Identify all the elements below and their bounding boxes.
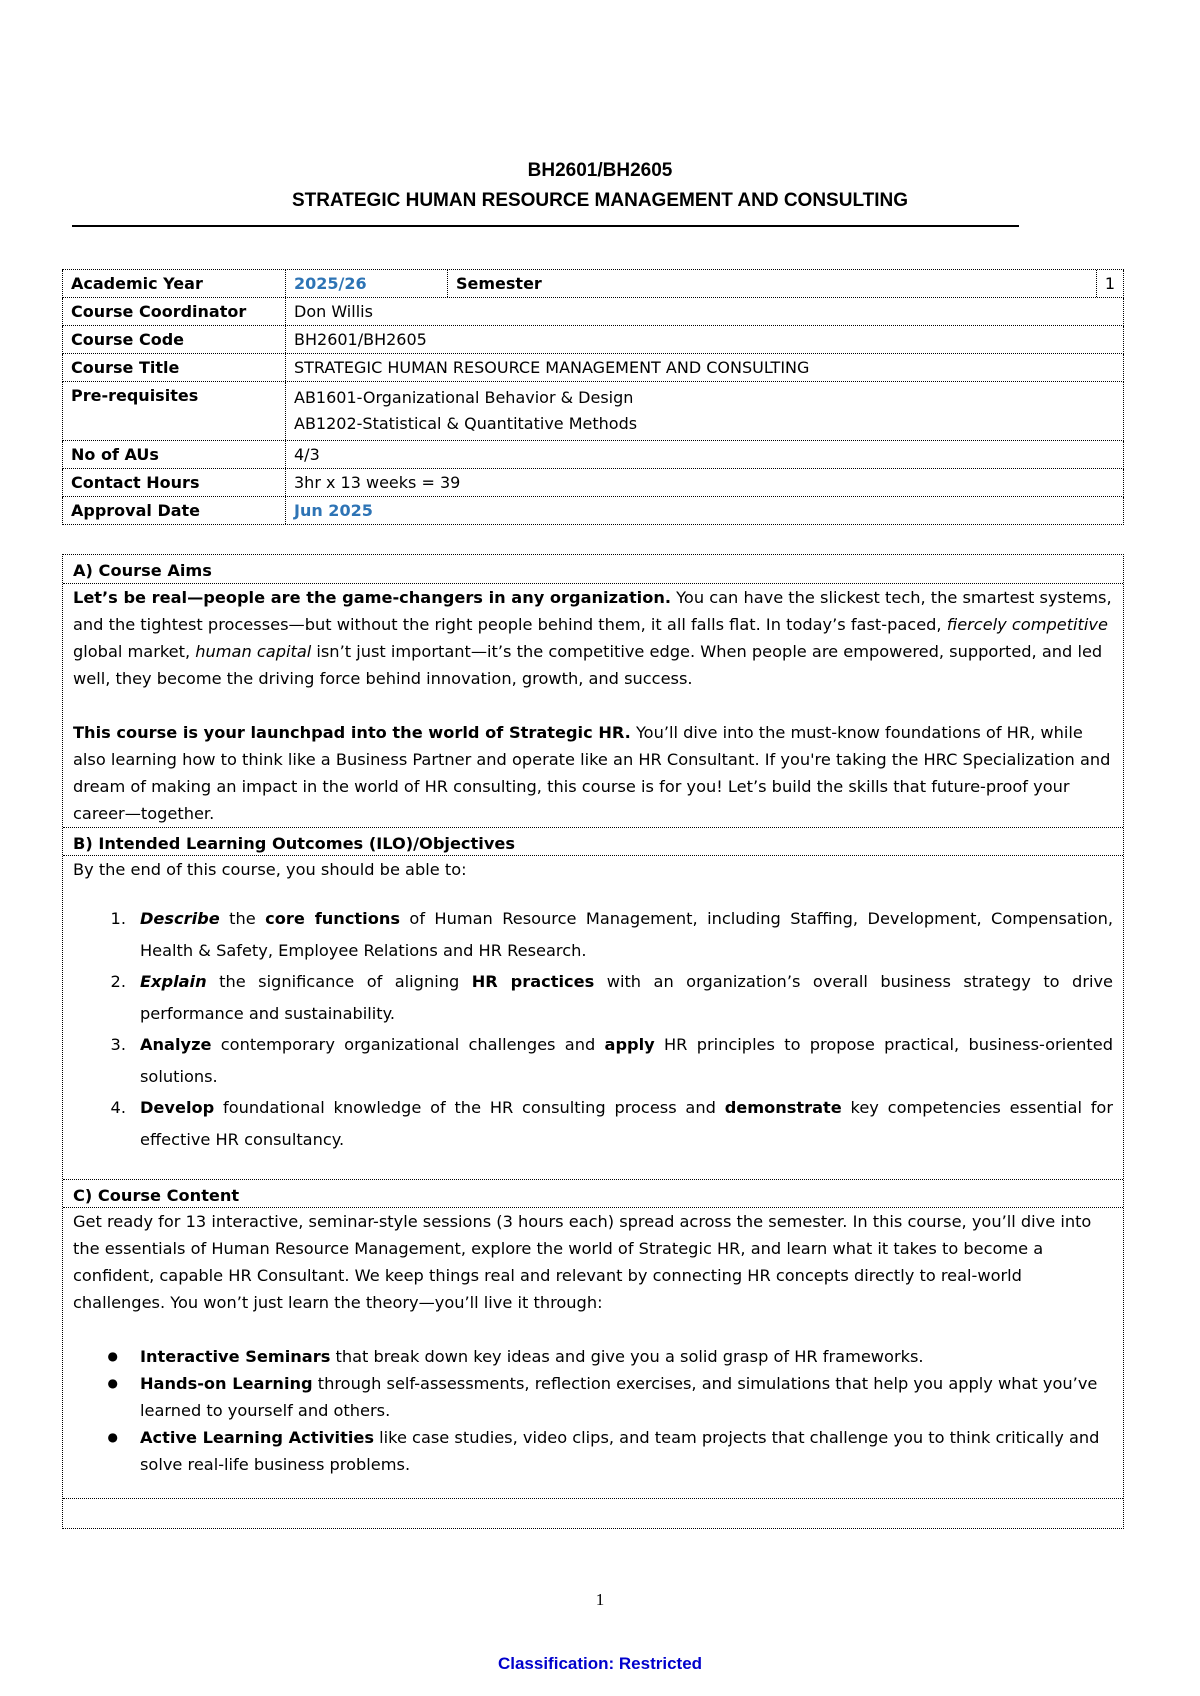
content-bullets — [73, 1343, 1113, 1478]
approval-date-label: Approval Date — [63, 497, 286, 524]
aus-value: 4/3 — [294, 445, 320, 464]
list-item: ● Active Learning Activities like case studies, video clips, and team projects that challenge you to think critically and solve real-life business problems. — [73, 1424, 1113, 1478]
approval-date-value: Jun 2025 — [294, 501, 373, 520]
row-prerequisites — [62, 382, 1124, 441]
list-item: ● Hands-on Learning through self-assessments, reflection exercises, and simulations that help you apply what you’ve learned to yourself and others. — [73, 1370, 1113, 1424]
contact-hours-value: 3hr x 13 weeks = 39 — [294, 473, 461, 492]
course-title-heading: STRATEGIC HUMAN RESOURCE MANAGEMENT AND CONSULTING — [291, 190, 909, 211]
prerequisite-2: AB1202-Statistical & Quantitative Methods — [294, 414, 638, 433]
bullet-icon: ● — [107, 1430, 118, 1444]
document-header — [0, 156, 1200, 216]
list-item: 1. Describe the core functions of Human Resource Management, including Staffing, Development, Compensation, Health & Safety, Employee Relations and HR Research. — [110, 909, 1113, 960]
contact-hours-label: Contact Hours — [63, 469, 286, 496]
coordinator-label: Course Coordinator — [63, 298, 286, 325]
list-item: 4. Develop foundational knowledge of the HR consulting process and demonstrate key competencies essential for effective HR consultancy. — [110, 1098, 1113, 1149]
prerequisite-1: AB1601-Organizational Behavior & Design — [294, 388, 634, 407]
page-number: 1 — [595, 1590, 605, 1609]
list-item: ● Interactive Seminars that break down key ideas and give you a solid grasp of HR frameworks. — [73, 1343, 1113, 1370]
course-info-table — [62, 269, 1124, 525]
course-title-label: Course Title — [63, 354, 286, 381]
content-intro: Get ready for 13 interactive, seminar-style sessions (3 hours each) spread across the semester. In this course, you’ll dive into the essentials of Human Resource Management, explore the world of Strategic HR, and learn what it takes to become a confident, capable HR Consultant. We keep things real and relevant by connecting HR concepts directly to real-world challenges. You won’t just learn the theory—you’ll live it through: — [73, 1212, 1092, 1312]
ilo-body — [63, 856, 1123, 1179]
bullet-icon: ● — [107, 1376, 118, 1390]
list-item: 2. Explain the significance of aligning HR practices with an organization’s overall business strategy to drive performance and sustainability. — [110, 972, 1114, 1023]
row-approval-date — [62, 497, 1124, 525]
row-course-code — [62, 326, 1124, 354]
header-divider — [72, 225, 1019, 227]
ilo-heading: B) Intended Learning Outcomes (ILO)/Objectives — [63, 827, 1123, 856]
academic-year-value: 2025/26 — [286, 270, 448, 297]
coordinator-value: Don Willis — [294, 302, 373, 321]
course-aims-heading: A) Course Aims — [63, 555, 1123, 584]
course-content-heading: C) Course Content — [63, 1179, 1123, 1208]
row-coordinator — [62, 298, 1124, 326]
bullet-icon: ● — [107, 1349, 118, 1363]
list-item: 3. Analyze contemporary organizational challenges and apply HR principles to propose practical, business-oriented solutions. — [110, 1035, 1113, 1086]
ilo-list — [73, 903, 1113, 1155]
classification-label: Classification: Restricted — [497, 1654, 703, 1673]
course-code-value: BH2601/BH2605 — [294, 330, 427, 349]
academic-year-label: Academic Year — [63, 270, 286, 297]
semester-value: 1 — [1104, 274, 1116, 293]
aims-paragraph-2: This course is your launchpad into the world of Strategic HR. You’ll dive into the must-know foundations of HR, while also learning how to think like a Business Partner and operate like an HR Consultant. If you're taking the HRC Specialization and dream of making an impact in the world of HR consulting, this course is for you! Let’s build the skills that future-proof your career—together. — [73, 723, 1111, 823]
course-code-heading: BH2601/BH2605 — [527, 160, 673, 181]
course-code-label: Course Code — [63, 326, 286, 353]
empty-row — [63, 1498, 1123, 1528]
prerequisites-label: Pre-requisites — [63, 382, 286, 440]
row-contact-hours — [62, 469, 1124, 497]
course-title-value: STRATEGIC HUMAN RESOURCE MANAGEMENT AND CONSULTING — [294, 358, 810, 377]
aims-paragraph-1: Let’s be real—people are the game-changers in any organization. You can have the slickest tech, the smartest systems, and the tightest processes—but without the right people behind them, it all falls flat. In today’s fast-paced, fiercely competitive global market, human capital isn’t just important—it’s the competitive edge. When people are empowered, supported, and led well, they become the driving force behind innovation, growth, and success. — [73, 588, 1112, 688]
row-academic-year — [62, 270, 1124, 298]
semester-label: Semester — [448, 270, 1097, 297]
ilo-intro: By the end of this course, you should be able to: — [73, 860, 467, 879]
course-aims-body — [63, 584, 1123, 827]
course-content-body — [63, 1208, 1123, 1498]
aus-label: No of AUs — [63, 441, 286, 468]
course-description-box — [62, 554, 1124, 1529]
row-aus — [62, 441, 1124, 469]
row-course-title — [62, 354, 1124, 382]
